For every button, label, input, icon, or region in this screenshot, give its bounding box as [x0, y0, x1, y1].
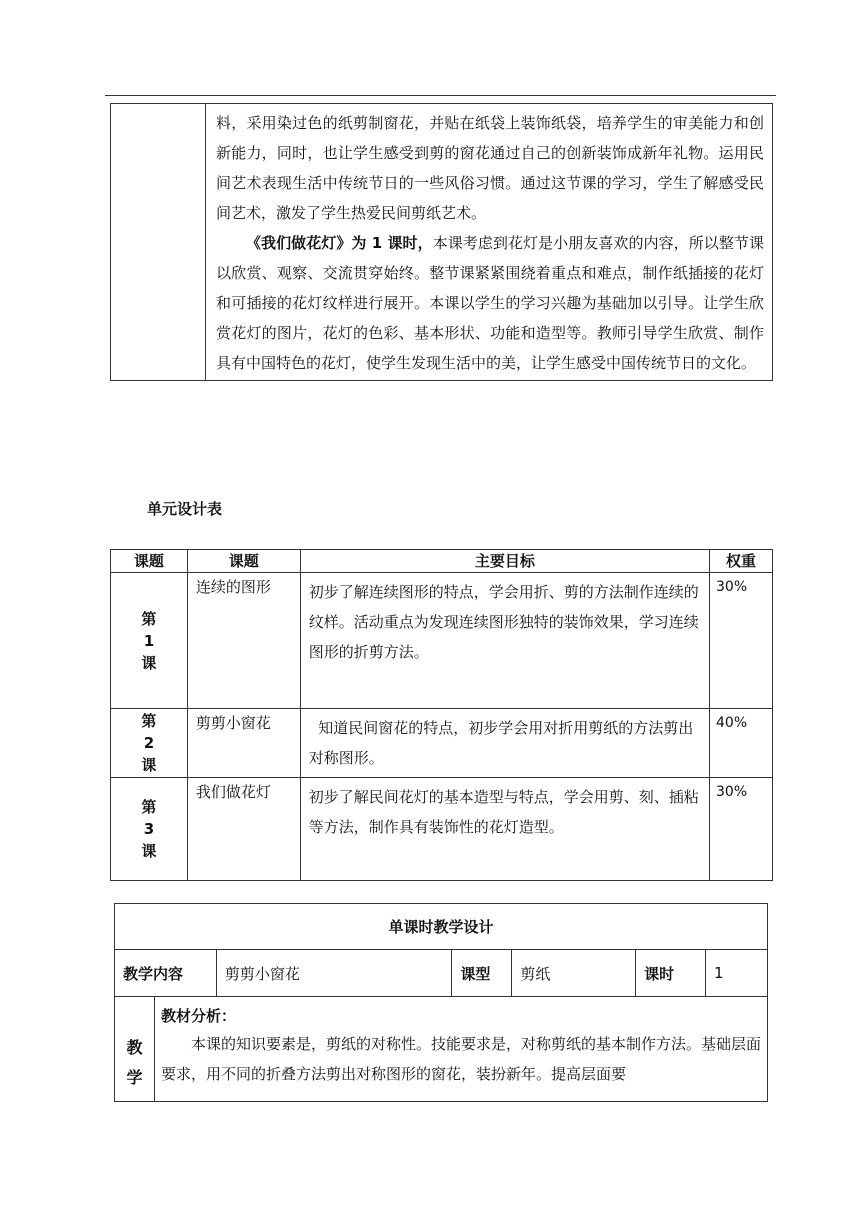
header-goal: 主要目标	[300, 550, 709, 573]
unit-design-table	[110, 549, 773, 881]
lesson-weight: 40%	[710, 709, 773, 778]
lesson-name: 我们做花灯	[187, 778, 300, 881]
analysis-text: 本课的知识要素是，剪纸的对称性。技能要求是，对称剪纸的基本制作方法。基础层面要求，用不同的折叠方法剪出对称图形的窗花，装扮新年。提高层面要	[160, 1035, 761, 1083]
content-value: 剪剪小窗花	[216, 950, 452, 997]
unit-design-heading: 单元设计表	[147, 500, 223, 518]
header-weight: 权重	[710, 550, 773, 573]
lesson-name: 剪剪小窗花	[187, 709, 300, 778]
hours-value: 1	[706, 950, 768, 997]
hours-label: 课时	[636, 950, 706, 997]
lesson-goal: 知道民间窗花的特点，初步学会用对折用剪纸的方法剪出对称图形。	[300, 709, 709, 778]
header-lesson: 课题	[111, 550, 188, 573]
page-header-rule	[105, 95, 776, 96]
table-row	[111, 709, 773, 778]
lesson-number: 第 2 课	[111, 709, 188, 778]
lesson-number: 第 3 课	[111, 778, 188, 881]
lesson-design-table	[114, 903, 768, 1102]
lesson-name: 连续的图形	[187, 573, 300, 709]
continuation-main-cell	[206, 104, 773, 381]
continuation-paragraph-2	[216, 228, 764, 378]
type-label: 课型	[452, 950, 512, 997]
continuation-paragraph-1: 料，采用染过色的纸剪制窗花，并贴在纸袋上装饰纸袋，培养学生的审美能力和创新能力，同时，也让学生感受到剪的窗花通过自己的创新装饰成新年礼物。运用民间艺术表现生活中传统节日的一些风俗习惯。通过这节课的学习，学生了解感受民间艺术，激发了学生热爱民间剪纸艺术。	[216, 114, 764, 222]
unit-table-header-row	[111, 550, 773, 573]
analysis-cell	[154, 997, 767, 1102]
lesson-weight: 30%	[710, 573, 773, 709]
lesson-number: 第 1 课	[111, 573, 188, 709]
lesson-weight: 30%	[710, 778, 773, 881]
header-title: 课题	[187, 550, 300, 573]
paragraph-2-body: 本课考虑到花灯是小朋友喜欢的内容，所以整节课以欣赏、观察、交流贯穿始终。整节课紧紧围绕着重点和难点，制作纸插接的花灯和可插接的花灯纹样进行展开。本课以学生的学习兴趣为基础加以引导。让学生欣赏花灯的图片，花灯的色彩、基本形状、功能和造型等。教师引导学生欣赏、制作具有中国特色的花灯，使学生发现生活中的美，让学生感受中国传统节日的文化。	[216, 234, 764, 372]
continuation-table	[110, 103, 773, 381]
paragraph-2-lead: 《我们做花灯》为 1 课时，	[246, 234, 433, 252]
lesson-goal: 初步了解民间花灯的基本造型与特点，学会用剪、刻、插粘等方法，制作具有装饰性的花灯造型。	[300, 778, 709, 881]
continuation-side-cell	[111, 104, 206, 381]
lesson-goal: 初步了解连续图形的特点，学会用折、剪的方法制作连续的纹样。活动重点为发现连续图形独特的装饰效果，学习连续图形的折剪方法。	[300, 573, 709, 709]
lesson-design-title: 单课时教学设计	[115, 904, 768, 950]
table-row	[111, 573, 773, 709]
content-label: 教学内容	[115, 950, 217, 997]
analysis-heading: 教材分析：	[160, 1007, 236, 1025]
teaching-side-label: 教 学	[115, 997, 155, 1102]
type-value: 剪纸	[512, 950, 636, 997]
table-row	[111, 778, 773, 881]
